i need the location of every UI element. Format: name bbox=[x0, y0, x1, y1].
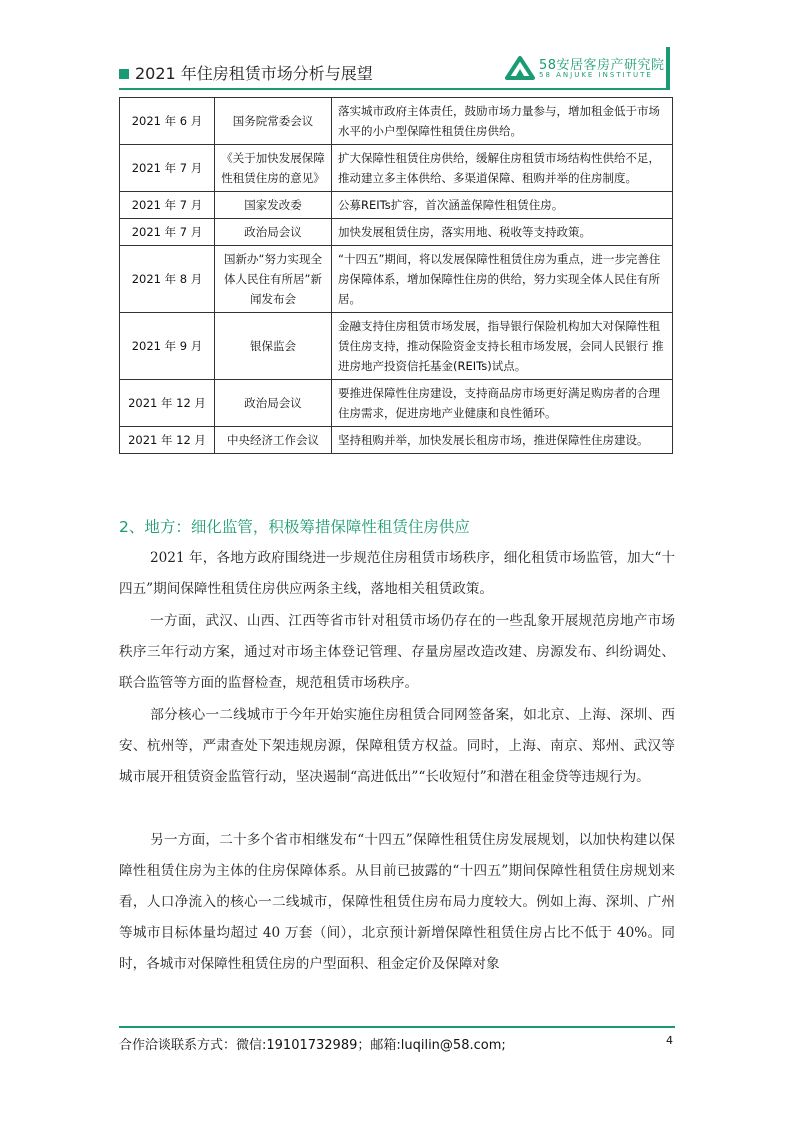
org-cell: 《关于加快发展保障性租赁住房的意见》 bbox=[215, 145, 332, 192]
logo-english-text: 58 ANJUKE INSTITUTE bbox=[539, 71, 653, 79]
date-cell: 2021 年 6 月 bbox=[120, 98, 215, 145]
content-cell: 扩大保障性租赁住房供给，缓解住房租赁市场结构性供给不足，推动建立多主体供给、多渠道保障、租购并举的住房制度。 bbox=[332, 145, 673, 192]
paragraph-2 bbox=[119, 606, 675, 699]
table-row bbox=[120, 427, 673, 454]
policy-table bbox=[119, 97, 673, 454]
org-cell: 国务院常委会议 bbox=[215, 98, 332, 145]
paragraph-text: 另一方面，二十多个省市相继发布“十四五”保障性租赁住房发展规划，以加快构建以保障性租赁住房为主体的住房保障体系。从目前已披露的“十四五”期间保障性租赁住房规划来看，人口净流入的核心一二线城市，保障性租赁住房布局力度较大。例如上海、深圳、广州等城市目标体量均超过 40 万套（间），北京预计新增保障性租赁住房占比不低于 40%。同时，各城市对保障性租赁住房的户型面积、租金定价及保障对象 bbox=[119, 832, 675, 972]
paragraph-text: 一方面，武汉、山西、江西等省市针对租赁市场仍存在的一些乱象开展规范房地产市场秩序三年行动方案，通过对市场主体登记管理、存量房屋改造改建、房源发布、纠纷调处、联合监管等方面的监督检查，规范租赁市场秩序。 bbox=[119, 613, 675, 691]
org-cell: 政治局会议 bbox=[215, 219, 332, 246]
table-row bbox=[120, 313, 673, 380]
paragraph-text: 2021 年，各地方政府围绕进一步规范住房租赁市场秩序，细化租赁市场监管，加大“十四五”期间保障性租赁住房供应两条主线，落地相关租赁政策。 bbox=[119, 550, 675, 597]
institute-logo bbox=[505, 52, 675, 84]
paragraph-text: 部分核心一二线城市于今年开始实施住房租赁合同网签备案，如北京、上海、深圳、西安、杭州等，严肃查处下架违规房源，保障租赁方权益。同时，上海、南京、郑州、武汉等城市展开租赁资金监管行动，坚决遏制“高进低出”“长收短付”和潜在租金贷等违规行为。 bbox=[119, 707, 675, 785]
report-title bbox=[119, 61, 373, 84]
page-number: 4 bbox=[666, 1034, 673, 1047]
paragraph-3 bbox=[119, 700, 675, 793]
org-cell: 国家发改委 bbox=[215, 192, 332, 219]
content-cell: 金融支持住房租赁市场发展，指导银行保险机构加大对保障性租赁住房支持，推动保险资金支持长租市场发展，会同人民银行 推进房地产投资信托基金(REITs)试点。 bbox=[332, 313, 673, 380]
paragraph-4 bbox=[119, 825, 675, 980]
date-cell: 2021 年 7 月 bbox=[120, 192, 215, 219]
content-cell: “十四五”期间，将以发展保障性租赁住房为重点，进一步完善住房保障体系，增加保障性住房的供给，努力实现全体人民住有所居。 bbox=[332, 246, 673, 313]
org-cell: 国新办“努力实现全体人民住有所居”新闻发布会 bbox=[215, 246, 332, 313]
logo-triangle-icon bbox=[505, 56, 535, 80]
table-row bbox=[120, 219, 673, 246]
logo-chinese-text: 58安居客房产研究院 bbox=[539, 58, 665, 73]
content-cell: 加快发展租赁住房，落实用地、税收等支持政策。 bbox=[332, 219, 673, 246]
title-bullet-square bbox=[119, 69, 129, 79]
content-cell: 落实城市政府主体责任，鼓励市场力量参与，增加租金低于市场水平的小户型保障性租赁住房供给。 bbox=[332, 98, 673, 145]
paragraph-1 bbox=[119, 543, 675, 605]
org-cell: 中央经济工作会议 bbox=[215, 427, 332, 454]
table-row bbox=[120, 98, 673, 145]
org-cell: 银保监会 bbox=[215, 313, 332, 380]
header-accent-bar bbox=[666, 47, 670, 90]
report-title-text: 2021 年住房租赁市场分析与展望 bbox=[135, 64, 373, 83]
table-row bbox=[120, 145, 673, 192]
table-row bbox=[120, 246, 673, 313]
org-cell: 政治局会议 bbox=[215, 380, 332, 427]
table-row bbox=[120, 192, 673, 219]
content-cell: 公募REITs扩容，首次涵盖保障性租赁住房。 bbox=[332, 192, 673, 219]
date-cell: 2021 年 8 月 bbox=[120, 246, 215, 313]
content-cell: 要推进保障性住房建设，支持商品房市场更好满足购房者的合理住房需求，促进房地产业健康和良性循环。 bbox=[332, 380, 673, 427]
header-divider bbox=[119, 88, 667, 90]
content-cell: 坚持租购并举，加快发展长租房市场，推进保障性住房建设。 bbox=[332, 427, 673, 454]
table-row bbox=[120, 380, 673, 427]
date-cell: 2021 年 9 月 bbox=[120, 313, 215, 380]
date-cell: 2021 年 7 月 bbox=[120, 219, 215, 246]
section-heading: 2、地方：细化监管，积极筹措保障性租赁住房供应 bbox=[119, 518, 470, 536]
footer-divider bbox=[119, 1026, 675, 1028]
date-cell: 2021 年 12 月 bbox=[120, 380, 215, 427]
date-cell: 2021 年 12 月 bbox=[120, 427, 215, 454]
footer-contact: 合作洽谈联系方式：微信:19101732989；邮箱:luqilin@58.com; bbox=[119, 1038, 506, 1053]
policy-table-body bbox=[120, 98, 673, 454]
page-header bbox=[119, 50, 675, 86]
date-cell: 2021 年 7 月 bbox=[120, 145, 215, 192]
